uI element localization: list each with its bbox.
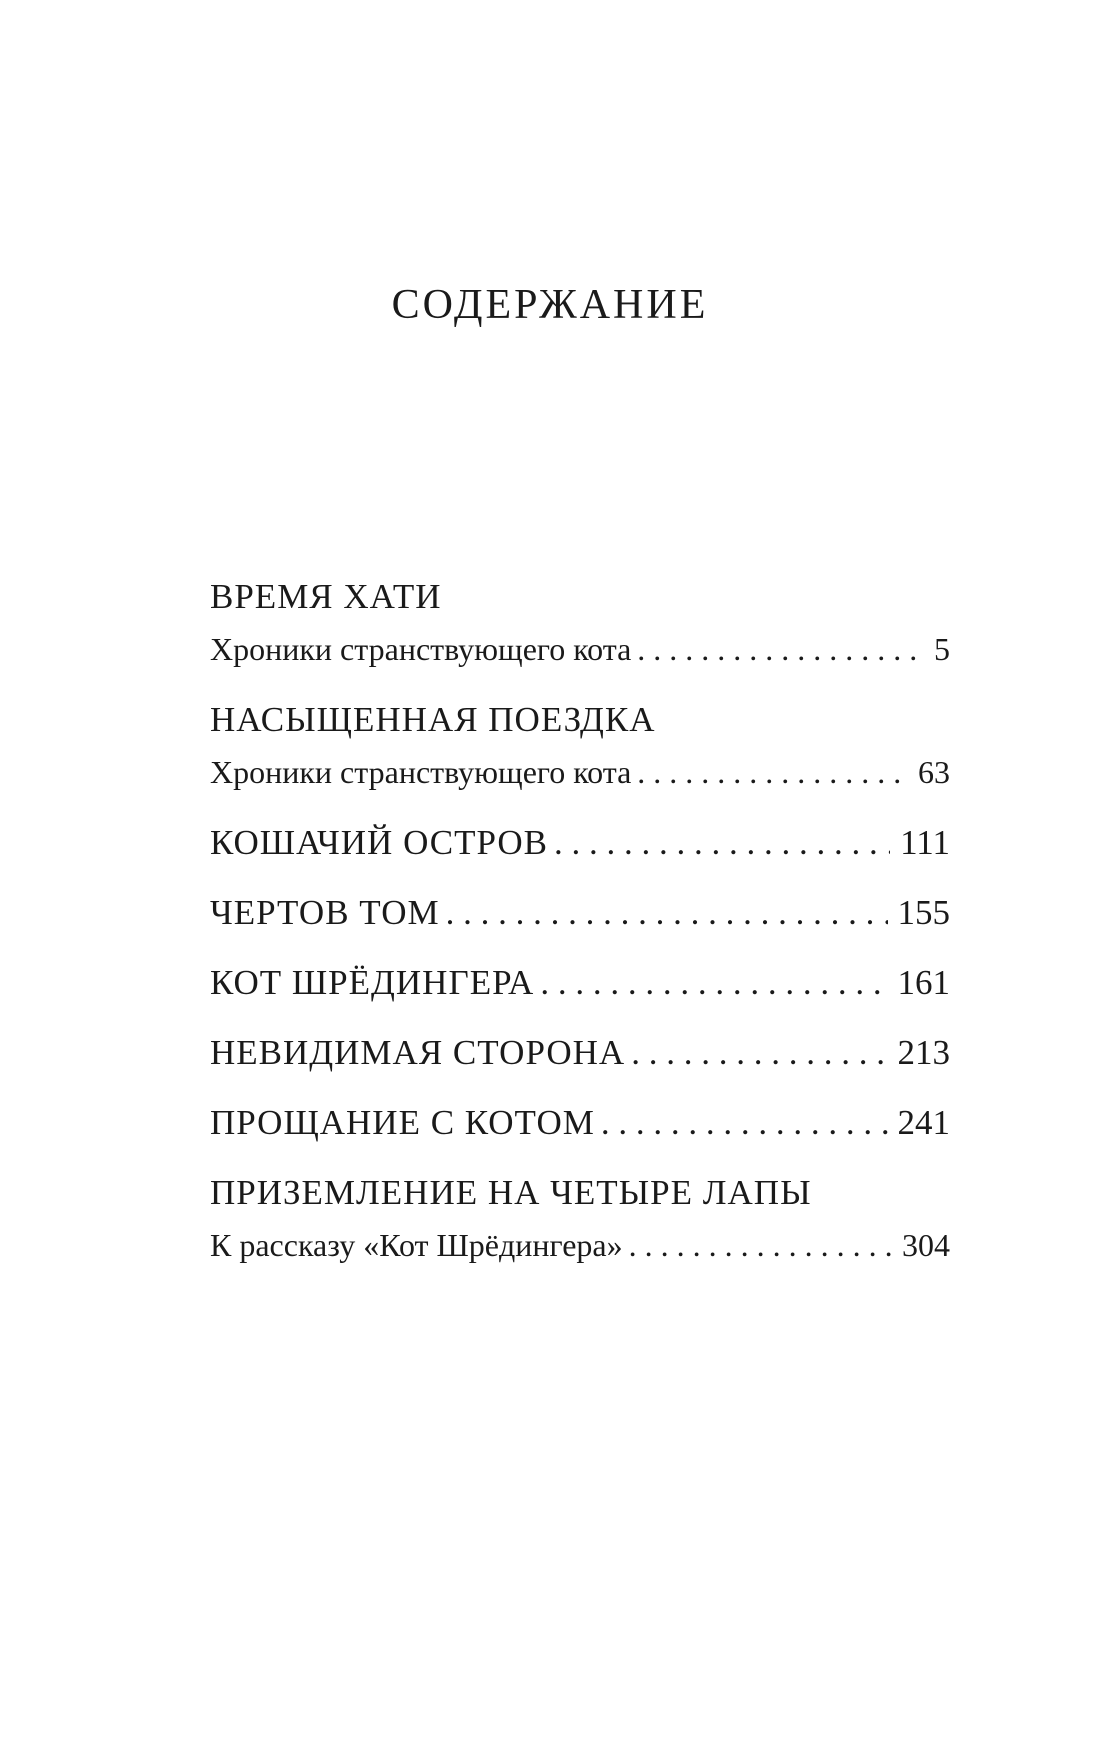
dot-leader — [629, 1219, 892, 1272]
table-of-contents — [210, 570, 950, 1272]
toc-entry[interactable] — [210, 693, 950, 799]
toc-entry[interactable] — [210, 570, 950, 676]
toc-entry-subtitle: Хроники странствующего кота — [210, 754, 632, 790]
toc-entry-page-number: 161 — [897, 963, 950, 1002]
toc-entry[interactable] — [210, 956, 950, 1009]
toc-entry-heading: ПРИЗЕМЛЕНИЕ НА ЧЕТЫРЕ ЛАПЫ — [210, 1173, 812, 1212]
toc-entry-heading: КОТ ШРЁДИНГЕРА — [210, 963, 535, 1002]
dot-leader — [601, 1096, 888, 1149]
toc-entry-heading: ВРЕМЯ ХАТИ — [210, 577, 442, 616]
toc-entry-heading: ЧЕРТОВ ТОМ — [210, 893, 440, 932]
toc-entry-page-number: 5 — [934, 631, 950, 667]
toc-entry-subtitle: К рассказу «Кот Шрёдингера» — [210, 1227, 623, 1263]
toc-entry-page-number: 63 — [918, 754, 950, 790]
toc-entry[interactable] — [210, 816, 950, 869]
toc-entry[interactable] — [210, 1026, 950, 1079]
toc-entry-heading: НЕВИДИМАЯ СТОРОНА — [210, 1033, 626, 1072]
toc-entry-subtitle: Хроники странствующего кота — [210, 631, 632, 667]
dot-leader — [540, 956, 887, 1009]
dot-leader — [631, 1026, 887, 1079]
dot-leader — [554, 816, 890, 869]
toc-entry-heading: КОШАЧИЙ ОСТРОВ — [210, 823, 549, 862]
dot-leader — [637, 746, 908, 799]
toc-entry[interactable] — [210, 1166, 950, 1272]
toc-entry-page-number: 241 — [897, 1103, 950, 1142]
toc-entry-page-number: 111 — [900, 823, 950, 862]
dot-leader — [446, 886, 888, 939]
dot-leader — [637, 623, 920, 676]
toc-entry-page-number: 155 — [897, 893, 950, 932]
toc-title: СОДЕРЖАНИЕ — [391, 282, 709, 328]
toc-entry-heading: НАСЫЩЕННАЯ ПОЕЗДКА — [210, 700, 656, 739]
toc-entry-heading: ПРОЩАНИЕ С КОТОМ — [210, 1103, 595, 1142]
toc-entry[interactable] — [210, 886, 950, 939]
toc-entry-page-number: 304 — [902, 1227, 950, 1263]
toc-entry[interactable] — [210, 1096, 950, 1149]
toc-entry-page-number: 213 — [897, 1033, 950, 1072]
